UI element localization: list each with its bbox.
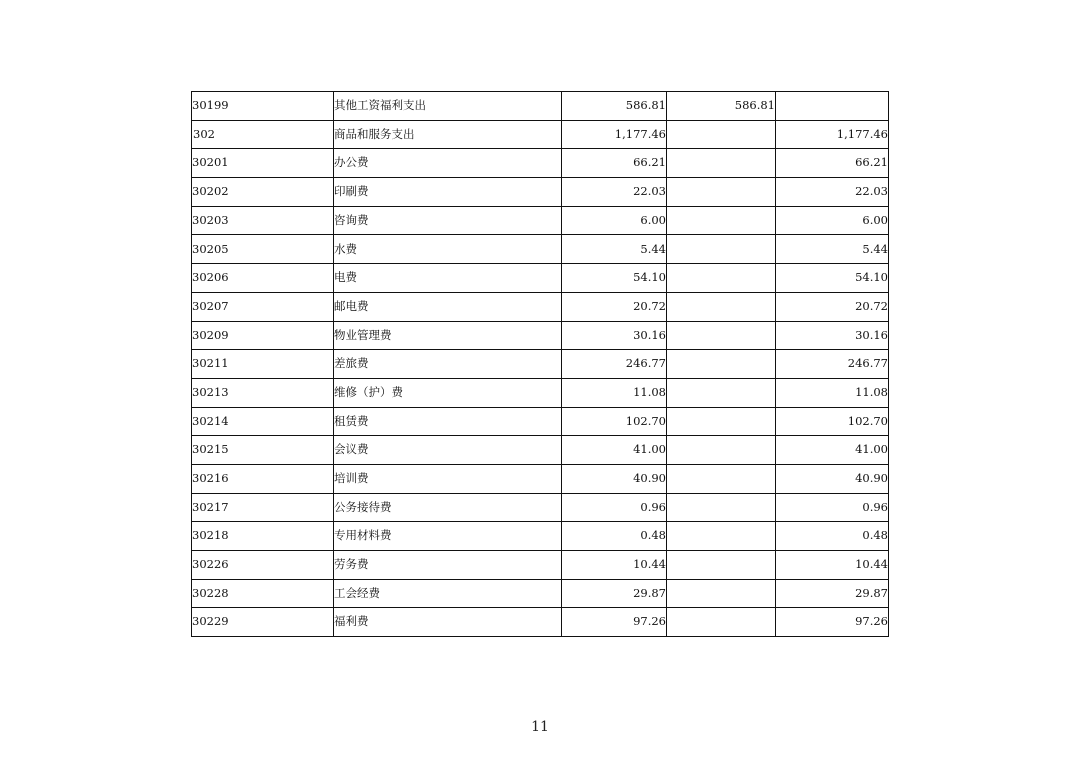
account-code-cell: 30215 [192, 436, 334, 465]
total-amount-cell: 11.08 [562, 378, 667, 407]
basic-expenditure-cell [667, 264, 776, 293]
account-name-cell: 邮电费 [334, 292, 562, 321]
total-amount-cell: 30.16 [562, 321, 667, 350]
total-amount-cell: 102.70 [562, 407, 667, 436]
account-code-cell: 30206 [192, 264, 334, 293]
account-code-cell: 30218 [192, 522, 334, 551]
table-row [192, 579, 889, 608]
account-name-cell: 工会经费 [334, 579, 562, 608]
project-expenditure-cell: 102.70 [776, 407, 889, 436]
account-code-cell: 30203 [192, 206, 334, 235]
project-expenditure-cell: 0.48 [776, 522, 889, 551]
project-expenditure-cell: 0.96 [776, 493, 889, 522]
account-code-cell: 30199 [192, 92, 334, 121]
account-code-cell: 30229 [192, 608, 334, 637]
table-row [192, 120, 889, 149]
account-code-cell: 30205 [192, 235, 334, 264]
account-name-cell: 印刷费 [334, 178, 562, 207]
total-amount-cell: 97.26 [562, 608, 667, 637]
table-row [192, 378, 889, 407]
project-expenditure-cell: 29.87 [776, 579, 889, 608]
account-code-cell: 30228 [192, 579, 334, 608]
account-code-cell: 302 [192, 120, 334, 149]
table-body [192, 92, 889, 637]
total-amount-cell: 6.00 [562, 206, 667, 235]
account-name-cell: 办公费 [334, 149, 562, 178]
project-expenditure-cell: 246.77 [776, 350, 889, 379]
account-code-cell: 30211 [192, 350, 334, 379]
account-code-cell: 30209 [192, 321, 334, 350]
total-amount-cell: 0.48 [562, 522, 667, 551]
basic-expenditure-cell [667, 551, 776, 580]
account-name-cell: 培训费 [334, 464, 562, 493]
account-name-cell: 水费 [334, 235, 562, 264]
total-amount-cell: 20.72 [562, 292, 667, 321]
account-name-cell: 劳务费 [334, 551, 562, 580]
table-row [192, 92, 889, 121]
basic-expenditure-cell [667, 579, 776, 608]
basic-expenditure-cell: 586.81 [667, 92, 776, 121]
total-amount-cell: 54.10 [562, 264, 667, 293]
account-name-cell: 维修（护）费 [334, 378, 562, 407]
basic-expenditure-cell [667, 407, 776, 436]
table-row [192, 178, 889, 207]
page-number: 11 [531, 719, 549, 735]
project-expenditure-cell: 11.08 [776, 378, 889, 407]
basic-expenditure-cell [667, 149, 776, 178]
project-expenditure-cell: 30.16 [776, 321, 889, 350]
basic-expenditure-cell [667, 522, 776, 551]
project-expenditure-cell: 1,177.46 [776, 120, 889, 149]
account-code-cell: 30217 [192, 493, 334, 522]
project-expenditure-cell [776, 92, 889, 121]
total-amount-cell: 246.77 [562, 350, 667, 379]
basic-expenditure-cell [667, 464, 776, 493]
total-amount-cell: 586.81 [562, 92, 667, 121]
table-row [192, 292, 889, 321]
total-amount-cell: 5.44 [562, 235, 667, 264]
table-row [192, 149, 889, 178]
basic-expenditure-cell [667, 321, 776, 350]
total-amount-cell: 0.96 [562, 493, 667, 522]
account-code-cell: 30216 [192, 464, 334, 493]
total-amount-cell: 40.90 [562, 464, 667, 493]
table-row [192, 464, 889, 493]
total-amount-cell: 10.44 [562, 551, 667, 580]
table-row [192, 206, 889, 235]
account-code-cell: 30202 [192, 178, 334, 207]
project-expenditure-cell: 22.03 [776, 178, 889, 207]
basic-expenditure-cell [667, 178, 776, 207]
basic-expenditure-cell [667, 436, 776, 465]
basic-expenditure-cell [667, 235, 776, 264]
project-expenditure-cell: 97.26 [776, 608, 889, 637]
table-row [192, 608, 889, 637]
basic-expenditure-cell [667, 120, 776, 149]
account-code-cell: 30213 [192, 378, 334, 407]
account-code-cell: 30201 [192, 149, 334, 178]
total-amount-cell: 66.21 [562, 149, 667, 178]
project-expenditure-cell: 6.00 [776, 206, 889, 235]
project-expenditure-cell: 40.90 [776, 464, 889, 493]
basic-expenditure-cell [667, 378, 776, 407]
table-row [192, 551, 889, 580]
project-expenditure-cell: 5.44 [776, 235, 889, 264]
total-amount-cell: 1,177.46 [562, 120, 667, 149]
basic-expenditure-cell [667, 608, 776, 637]
account-name-cell: 专用材料费 [334, 522, 562, 551]
total-amount-cell: 22.03 [562, 178, 667, 207]
project-expenditure-cell: 10.44 [776, 551, 889, 580]
account-code-cell: 30214 [192, 407, 334, 436]
account-name-cell: 公务接待费 [334, 493, 562, 522]
account-name-cell: 咨询费 [334, 206, 562, 235]
project-expenditure-cell: 20.72 [776, 292, 889, 321]
account-name-cell: 租赁费 [334, 407, 562, 436]
account-name-cell: 其他工资福利支出 [334, 92, 562, 121]
basic-expenditure-cell [667, 206, 776, 235]
table-row [192, 493, 889, 522]
table-row [192, 436, 889, 465]
table-row [192, 522, 889, 551]
account-code-cell: 30226 [192, 551, 334, 580]
table-row [192, 321, 889, 350]
account-name-cell: 物业管理费 [334, 321, 562, 350]
table-row [192, 350, 889, 379]
account-name-cell: 福利费 [334, 608, 562, 637]
account-code-cell: 30207 [192, 292, 334, 321]
basic-expenditure-cell [667, 292, 776, 321]
expenditure-table [191, 91, 889, 637]
account-name-cell: 会议费 [334, 436, 562, 465]
basic-expenditure-cell [667, 350, 776, 379]
table-row [192, 235, 889, 264]
project-expenditure-cell: 66.21 [776, 149, 889, 178]
project-expenditure-cell: 41.00 [776, 436, 889, 465]
project-expenditure-cell: 54.10 [776, 264, 889, 293]
account-name-cell: 电费 [334, 264, 562, 293]
total-amount-cell: 29.87 [562, 579, 667, 608]
account-name-cell: 差旅费 [334, 350, 562, 379]
account-name-cell: 商品和服务支出 [334, 120, 562, 149]
basic-expenditure-cell [667, 493, 776, 522]
table-row [192, 407, 889, 436]
table-row [192, 264, 889, 293]
total-amount-cell: 41.00 [562, 436, 667, 465]
